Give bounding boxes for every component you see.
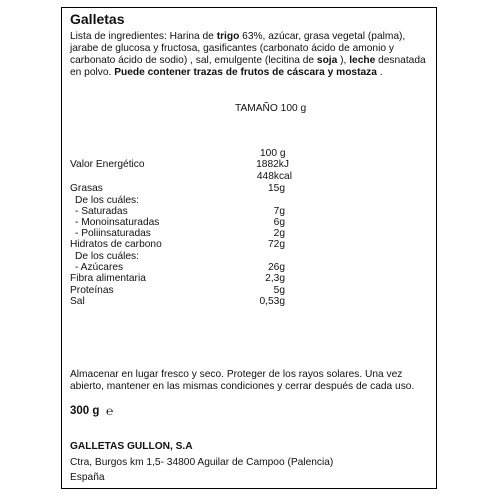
nutrition-row-value: 26g	[268, 262, 285, 273]
nutrition-row-value: 15g	[268, 183, 285, 194]
estimated-sign-icon: ℮	[106, 404, 114, 418]
ingredients-text	[70, 31, 432, 79]
nutrition-row-value: 1882kJ	[256, 159, 289, 170]
allergen-soy: soja	[316, 55, 338, 66]
nutrition-row-value: 448kcal	[256, 171, 292, 182]
manufacturer-name: GALLETAS GULLON, S.A	[70, 441, 193, 452]
nutrition-row-label: Fibra alimentaria	[70, 273, 146, 284]
allergen-wheat: trigo	[216, 31, 240, 42]
nutrition-row-label: - Poliinsaturadas	[75, 228, 151, 239]
nutrition-row-value: 2g	[273, 228, 285, 239]
nutrition-row-label: - Azúcares	[75, 262, 124, 273]
nutrition-row-value: 5g	[273, 285, 285, 296]
net-weight: 300 g	[70, 405, 100, 417]
nutrition-row-value: 6g	[273, 217, 285, 228]
ingredients-part: .	[376, 67, 383, 78]
product-title: Galletas	[70, 11, 125, 27]
nutrition-row-label: Grasas	[70, 183, 103, 194]
nutrition-row-label: Valor Energético	[70, 159, 145, 170]
ingredients-part: Lista de ingredientes: Harina de	[70, 31, 217, 42]
manufacturer-country: España	[70, 472, 105, 483]
nutrition-row-value: 7g	[273, 206, 285, 217]
manufacturer-address: Ctra, Burgos km 1,5- 34800 Aguilar de Campoo (Palencia)	[70, 457, 334, 468]
nutrition-row-value: 2,3g	[265, 273, 285, 284]
nutrition-row-value: 72g	[268, 239, 285, 250]
nutrition-row-value: 0,53g	[259, 296, 285, 307]
serving-size-label: TAMAÑO 100 g	[235, 103, 307, 114]
allergen-traces: Puede contener trazas de frutos de cáscara y mostaza	[114, 67, 377, 78]
nutrition-row-label: Proteínas	[70, 285, 114, 296]
nutrition-row-label: Hidratos de carbono	[70, 239, 162, 250]
nutrition-row-label: Sal	[70, 296, 85, 307]
storage-instructions: Almacenar en lugar fresco y seco. Proteger de los rayos solares. Una vez abierto, mantener en las mismas condiciones y cerrar después de cada uso.	[70, 369, 415, 392]
nutrition-row-label: - Monoinsaturadas	[75, 217, 160, 228]
nutrition-row-label: - Saturadas	[75, 206, 128, 217]
ingredients-part: desnatada en polvo.	[70, 55, 426, 78]
nutrition-row-label: De los cuáles:	[75, 195, 139, 206]
nutrition-row-label: De los cuáles:	[75, 251, 139, 262]
ingredients-part: ),	[337, 55, 350, 66]
ingredients-part: 63%, azúcar, grasa vegetal (palma), jarabe de glucosa y fructosa, gasificantes (carbonato ácido de amonio y carbonato ácido de sodio) , sal, emulgente (lecitina de	[70, 31, 406, 66]
allergen-milk: leche	[349, 55, 376, 66]
nutrition-column-header: 100 g	[260, 148, 286, 159]
